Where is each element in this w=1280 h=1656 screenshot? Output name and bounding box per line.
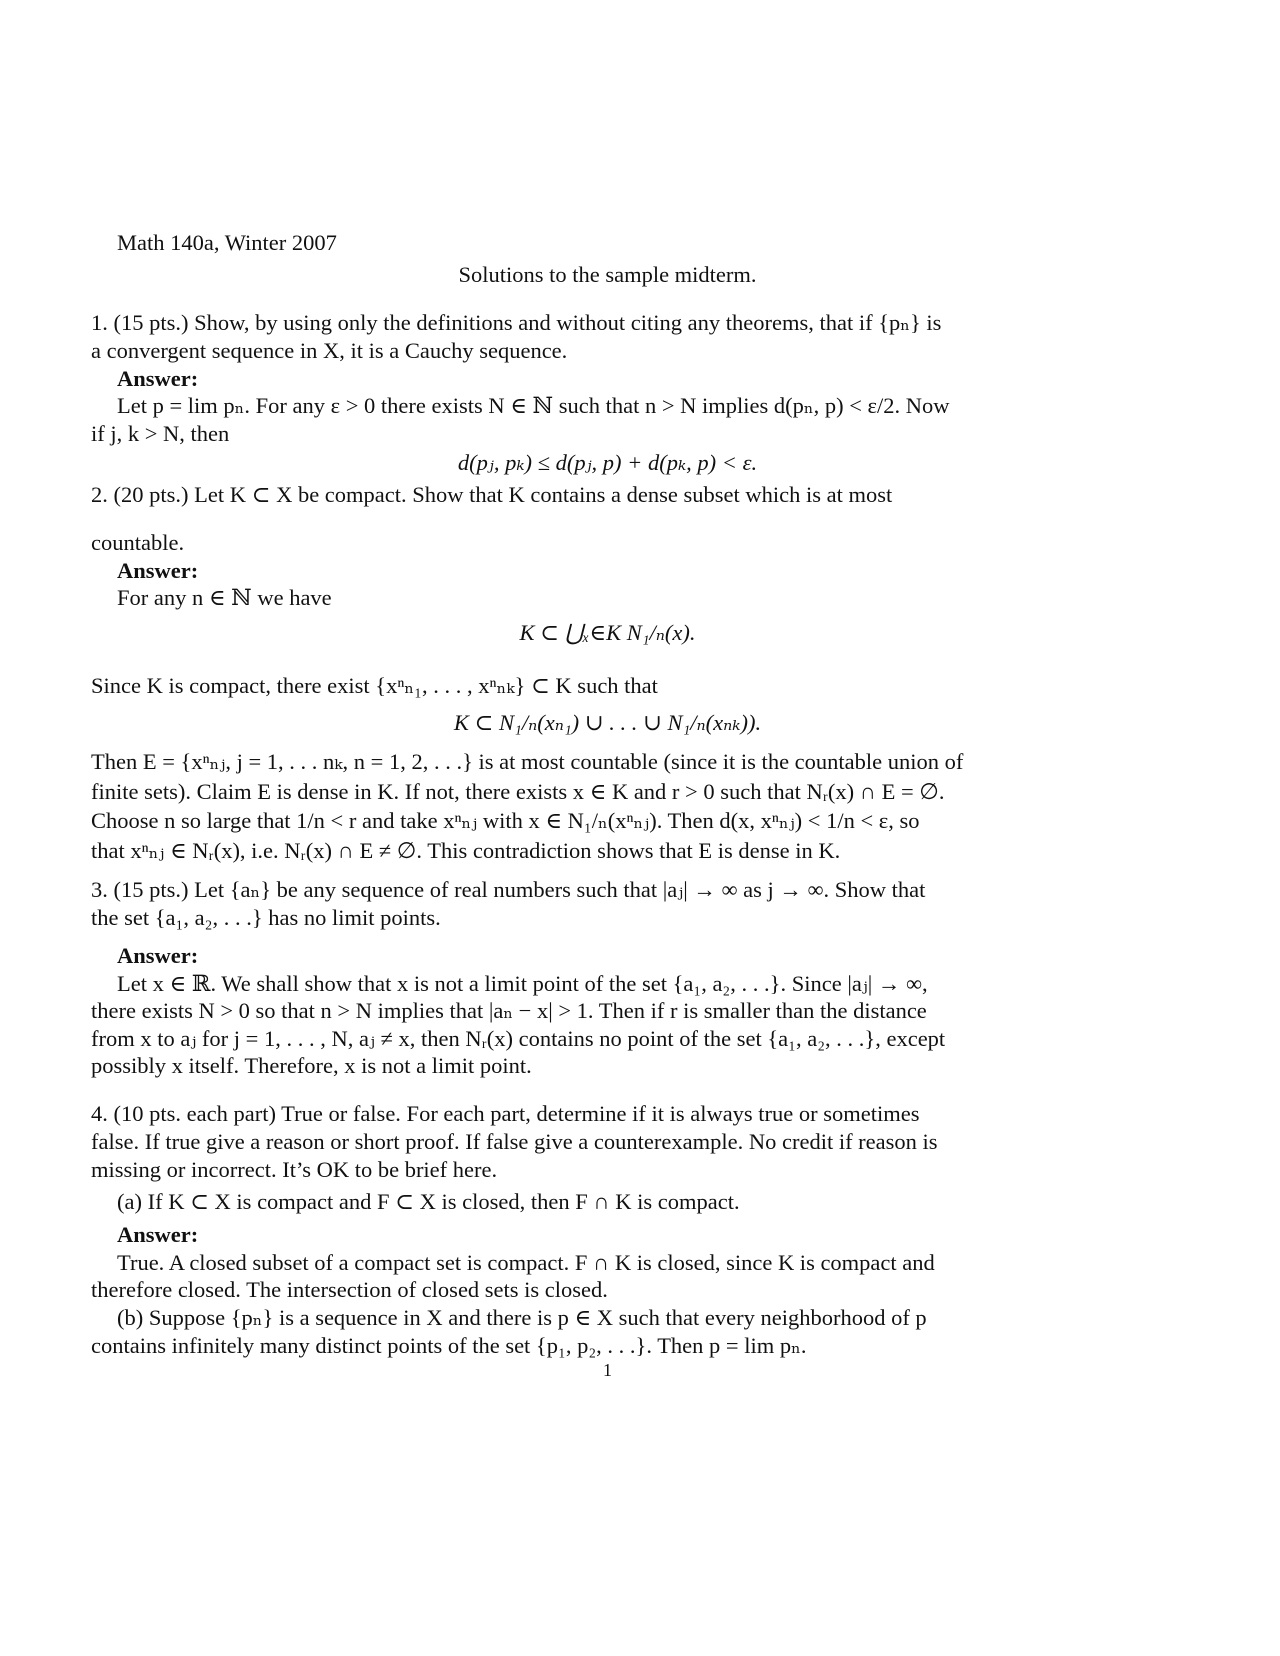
page-number: 1 — [603, 1360, 612, 1380]
answer-2-line-2: Since K is compact, there exist {xⁿₙ₁, . . . , xⁿₙₖ} ⊂ K such that — [91, 673, 658, 698]
course-header: Math 140a, Winter 2007 — [117, 230, 337, 255]
problem-1-line-2: a convergent sequence in X, it is a Cauchy sequence. — [91, 338, 568, 363]
answer-3-line-1: Let x ∈ ℝ. We shall show that x is not a limit point of the set {a₁, a₂, . . .}. Since |aⱼ| → ∞, — [117, 971, 928, 996]
answer-3-line-3: from x to aⱼ for j = 1, . . . , N, aⱼ ≠ x, then Nᵣ(x) contains no point of the set {a₁, a₂, . . .}, except — [91, 1026, 946, 1051]
answer-2-line-1: For any n ∈ ℕ we have — [117, 585, 332, 610]
problem-4-part-a: (a) If K ⊂ X is compact and F ⊂ X is closed, then F ∩ K is compact. — [117, 1189, 740, 1214]
problem-3-line-2: the set {a₁, a₂, . . .} has no limit points. — [91, 905, 441, 930]
problem-2-line-1: 2. (20 pts.) Let K ⊂ X be compact. Show that K contains a dense subset which is at most — [91, 482, 893, 507]
answer-2-equation-2: K ⊂ N₁/ₙ(xₙ₁) ∪ . . . ∪ N₁/ₙ(xₙₖ)). — [453, 710, 762, 735]
problem-2-line-2: countable. — [91, 530, 185, 555]
answer-label-1: Answer: — [117, 366, 199, 391]
answer-2-line-4: finite sets). Claim E is dense in K. If not, there exists x ∈ K and r > 0 such that Nᵣ(x) ∩ E = ∅. — [91, 779, 945, 804]
problem-4-part-b-line-1: (b) Suppose {pₙ} is a sequence in X and there is p ∈ X such that every neighborhood of p — [117, 1305, 927, 1330]
answer-2-line-6: that xⁿₙⱼ ∈ Nᵣ(x), i.e. Nᵣ(x) ∩ E ≠ ∅. This contradiction shows that E is dense in K. — [91, 838, 841, 863]
answer-label-2: Answer: — [117, 558, 199, 583]
answer-1-equation: d(pⱼ, pₖ) ≤ d(pⱼ, p) + d(pₖ, p) < ε. — [457, 450, 758, 475]
problem-3-line-1: 3. (15 pts.) Let {aₙ} be any sequence of real numbers such that |aⱼ| → ∞ as j → ∞. Show that — [91, 877, 926, 902]
answer-4a-line-1: True. A closed subset of a compact set is compact. F ∩ K is closed, since K is compact and — [117, 1250, 935, 1275]
problem-4-line-3: missing or incorrect. It’s OK to be brief here. — [91, 1157, 498, 1182]
problem-1-line-1: 1. (15 pts.) Show, by using only the definitions and without citing any theorems, that if {pₙ} is — [91, 310, 942, 335]
problem-4-line-2: false. If true give a reason or short proof. If false give a counterexample. No credit if reason is — [91, 1129, 938, 1154]
answer-4a-line-2: therefore closed. The intersection of closed sets is closed. — [91, 1277, 608, 1302]
answer-2-line-5: Choose n so large that 1/n < r and take xⁿₙⱼ with x ∈ N₁/ₙ(xⁿₙⱼ). Then d(x, xⁿₙⱼ) < 1/n < ε, so — [91, 808, 920, 833]
answer-label-4a: Answer: — [117, 1222, 199, 1247]
answer-2-line-3: Then E = {xⁿₙⱼ, j = 1, . . . nₖ, n = 1, 2, . . .} is at most countable (since it is the countable union of — [91, 749, 964, 774]
answer-3-line-2: there exists N > 0 so that n > N implies that |aₙ − x| > 1. Then if r is smaller than the distance — [91, 998, 927, 1023]
answer-label-3: Answer: — [117, 943, 199, 968]
document-title: Solutions to the sample midterm. — [458, 262, 757, 287]
answer-1-line-2: if j, k > N, then — [91, 421, 230, 446]
problem-4-part-b-line-2: contains infinitely many distinct points of the set {p₁, p₂, . . .}. Then p = lim pₙ. — [91, 1333, 807, 1358]
problem-4-line-1: 4. (10 pts. each part) True or false. For each part, determine if it is always true or sometimes — [91, 1101, 920, 1126]
answer-2-equation-1: K ⊂ ⋃ₓ∈K N₁/ₙ(x). — [519, 620, 696, 645]
answer-1-line-1: Let p = lim pₙ. For any ε > 0 there exists N ∈ ℕ such that n > N implies d(pₙ, p) < ε/2. Now — [117, 393, 950, 418]
answer-3-line-4: possibly x itself. Therefore, x is not a limit point. — [91, 1053, 532, 1078]
